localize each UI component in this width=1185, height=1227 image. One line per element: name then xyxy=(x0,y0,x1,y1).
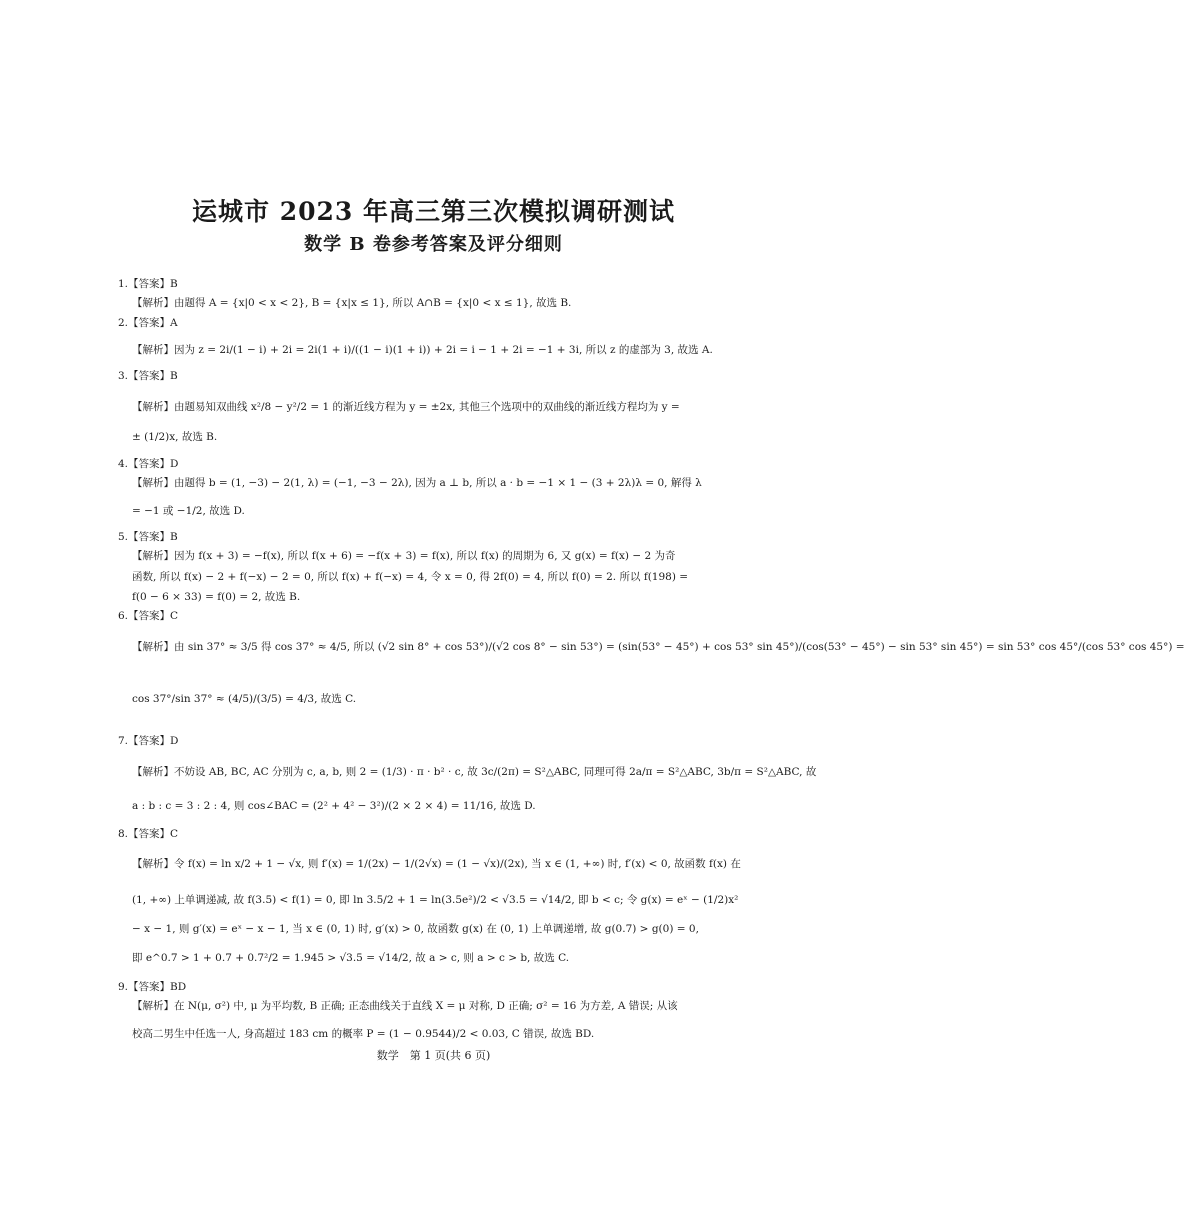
analysis-line: 即 e^0.7 > 1 + 0.7 + 0.7²/2 = 1.945 > √3.5 = √14/2, 故 a > c, 则 a > c > b, 故选 C. xyxy=(132,952,570,964)
answer-line: 1.【答案】B xyxy=(118,278,178,290)
analysis-line: f(0 − 6 × 33) = f(0) = 2, 故选 B. xyxy=(132,591,301,603)
answer-line: 8.【答案】C xyxy=(118,828,179,840)
analysis-line: 【解析】由题得 A = {x|0 < x < 2}, B = {x|x ≤ 1}, 所以 A∩B = {x|0 < x ≤ 1}, 故选 B. xyxy=(132,297,572,309)
answer-line: 3.【答案】B xyxy=(118,370,178,382)
answer-line: 4.【答案】D xyxy=(118,458,179,470)
answer-line: 2.【答案】A xyxy=(118,317,178,329)
analysis-line: 【解析】因为 z = 2i/(1 − i) + 2i = 2i(1 + i)/((1 − i)(1 + i)) + 2i = i − 1 + 2i = −1 + 3i, 所以 z 的虚部为 3, 故选 A. xyxy=(132,344,713,356)
answer-line: 7.【答案】D xyxy=(118,735,179,747)
analysis-line: 【解析】不妨设 AB, BC, AC 分别为 c, a, b, 则 2 = (1/3) · π · b² · c, 故 3c/(2π) = S²△ABC, 同理可得 2a/π = S²△ABC, 3b/π = S²△ABC, 故 xyxy=(132,766,817,778)
page-footer: 数学 第 1 页(共 6 页) xyxy=(376,1049,491,1062)
analysis-line: 【解析】因为 f(x + 3) = −f(x), 所以 f(x + 6) = −f(x + 3) = f(x), 所以 f(x) 的周期为 6, 又 g(x) = f(x) − 2 为奇 xyxy=(132,550,676,562)
analysis-line: = −1 或 −1/2, 故选 D. xyxy=(132,505,245,517)
analysis-line: 【解析】在 N(μ, σ²) 中, μ 为平均数, B 正确; 正态曲线关于直线 X = μ 对称, D 正确; σ² = 16 为方差, A 错误; 从该 xyxy=(132,1000,678,1012)
analysis-line: a : b : c = 3 : 2 : 4, 则 cos∠BAC = (2² + 4² − 3²)/(2 × 2 × 4) = 11/16, 故选 D. xyxy=(132,800,536,812)
analysis-line: 【解析】由题得 b = (1, −3) − 2(1, λ) = (−1, −3 − 2λ), 因为 a ⊥ b, 所以 a · b = −1 × 1 − (3 + 2λ)λ = 0, 解得 λ xyxy=(132,477,702,489)
analysis-line: ± (1/2)x, 故选 B. xyxy=(132,431,218,443)
analysis-line: − x − 1, 则 g′(x) = eˣ − x − 1, 当 x ∈ (0, 1) 时, g′(x) > 0, 故函数 g(x) 在 (0, 1) 上单调递增, 故 g(0.7) > g(0) = 0, xyxy=(132,923,699,935)
analysis-line: 函数, 所以 f(x) − 2 + f(−x) − 2 = 0, 所以 f(x) + f(−x) = 4, 令 x = 0, 得 2f(0) = 4, 所以 f(0) = 2. 所以 f(198) = xyxy=(132,571,689,583)
analysis-line: cos 37°/sin 37° ≈ (4/5)/(3/5) = 4/3, 故选 C. xyxy=(132,693,357,705)
answer-line: 6.【答案】C xyxy=(118,610,179,622)
document-title: 运城市 2023 年高三第三次模拟调研测试 xyxy=(192,197,675,226)
answer-line: 9.【答案】BD xyxy=(118,981,187,993)
answer-line: 5.【答案】B xyxy=(118,531,178,543)
analysis-line: 校高二男生中任选一人, 身高超过 183 cm 的概率 P = (1 − 0.9544)/2 < 0.03, C 错误, 故选 BD. xyxy=(132,1028,595,1040)
document-subtitle: 数学 B 卷参考答案及评分细则 xyxy=(304,234,563,255)
analysis-line: 【解析】由题易知双曲线 x²/8 − y²/2 = 1 的渐近线方程为 y = ±2x, 其他三个选项中的双曲线的渐近线方程均为 y = xyxy=(132,401,680,413)
analysis-line: 【解析】令 f(x) = ln x/2 + 1 − √x, 则 f′(x) = 1/(2x) − 1/(2√x) = (1 − √x)/(2x), 当 x ∈ (1, +∞) 时, f′(x) < 0, 故函数 f(x) 在 xyxy=(132,858,741,870)
analysis-line: (1, +∞) 上单调递减, 故 f(3.5) < f(1) = 0, 即 ln 3.5/2 + 1 = ln(3.5e²)/2 < √3.5 = √14/2, 即 b < c; 令 g(x) = eˣ − (1/2)x² xyxy=(132,894,739,906)
analysis-line: 【解析】由 sin 37° ≈ 3/5 得 cos 37° ≈ 4/5, 所以 (√2 sin 8° + cos 53°)/(√2 cos 8° − sin 53°) = (sin(53° − 45°) + cos 53° sin 45°)/(cos(53° − 45°) − sin 53° sin 45°) = sin 53° cos 45°/(cos 53° cos 45°) = xyxy=(132,641,1185,653)
